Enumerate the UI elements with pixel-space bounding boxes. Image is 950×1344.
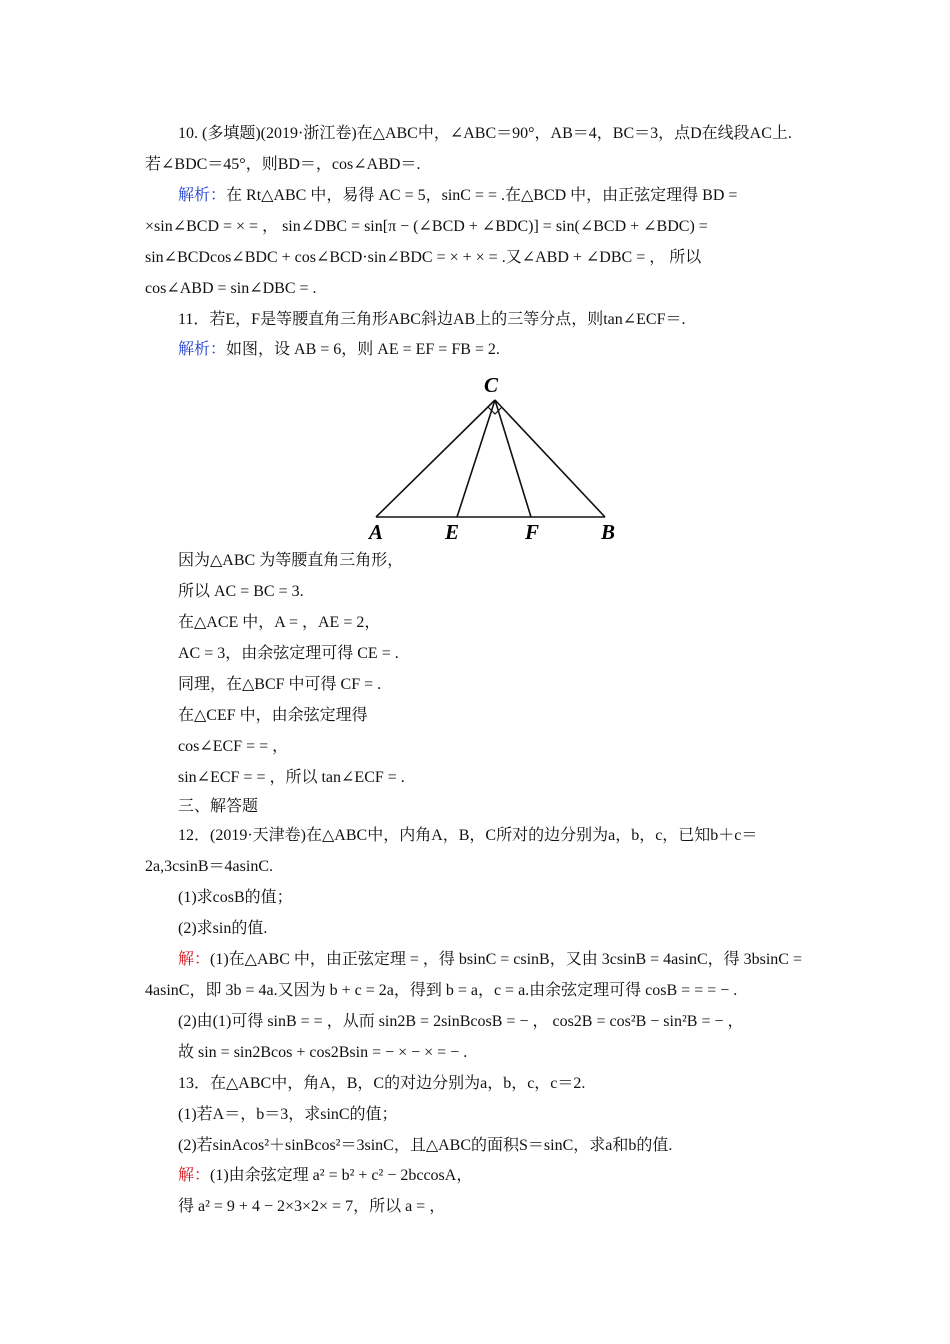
q10-solution-line-4: cos∠ABD = sin∠DBC = . bbox=[145, 280, 317, 297]
q11-solution-line-3: 所以 AC = BC = 3. bbox=[178, 583, 304, 600]
label-a: A bbox=[369, 520, 384, 544]
q11-solution-line-7: 在△CEF 中，由余弦定理得 bbox=[178, 707, 368, 724]
q12-line-2: 2a,3csinB＝4asinC. bbox=[145, 858, 273, 875]
q12-solution-line-2: 4asinC，即 3b = 4a.又因为 b + c = 2a，得到 b = a，c = a.由余弦定理可得 cosB = = = − . bbox=[145, 982, 738, 999]
q12-part-2: (2)求sin的值. bbox=[178, 920, 268, 937]
label-f: F bbox=[525, 520, 540, 544]
q13-part-2: (2)若sinAcos²＋sinBcos²＝3sinC，且△ABC的面积S＝sinC，求a和b的值. bbox=[178, 1137, 673, 1154]
segment-cf bbox=[495, 400, 531, 517]
q13-part-1: (1)若A＝，b＝3，求sinC的值； bbox=[178, 1106, 398, 1123]
q11-line-1: 11．若E，F是等腰直角三角形ABC斜边AB上的三等分点，则tan∠ECF＝. bbox=[178, 311, 686, 328]
q11-solution-line-2: 因为△ABC 为等腰直角三角形， bbox=[178, 552, 404, 569]
q10-solution-line-3: sin∠BCDcos∠BDC + cos∠BCD·sin∠BDC = × + × = .又∠ABD + ∠DBC = ， 所以 bbox=[145, 249, 702, 266]
q13-line-1: 13．在△ABC中，角A，B，C的对边分别为a，b，c，c＝2. bbox=[178, 1075, 586, 1092]
q11-solution-line-6: 同理，在△BCF 中可得 CF = . bbox=[178, 676, 382, 693]
q12-solution-line-3: (2)由(1)可得 sinB = = ，从而 sin2B = 2sinBcosB = − ， cos2B = cos²B − sin²B = − ， bbox=[178, 1013, 744, 1030]
analysis-label: 解析： bbox=[178, 187, 227, 204]
q10-line-2: 若∠BDC＝45°，则BD＝，cos∠ABD＝. bbox=[145, 156, 421, 173]
q11-solution-line-8: cos∠ECF = = ， bbox=[178, 738, 289, 755]
q13-solution-line-1: 解：(1)由余弦定理 a² = b² + c² − 2bccosA， bbox=[178, 1167, 473, 1184]
q12-line-1: 12．(2019·天津卷)在△ABC中，内角A，B，C所对的边分别为a，b，c，已知b＋c＝ bbox=[178, 827, 758, 844]
side-ac bbox=[376, 400, 495, 517]
q13-solution-line-2: 得 a² = 9 + 4 − 2×3×2× = 7，所以 a = ， bbox=[178, 1198, 446, 1215]
q10-solution-line-2: ×sin∠BCD = × = ， sin∠DBC = sin[π − (∠BCD + ∠BDC)] = sin(∠BCD + ∠BDC) = bbox=[145, 218, 708, 235]
q12-solution-line-4: 故 sin = sin2Bcos + cos2Bsin = − × − × = − . bbox=[178, 1044, 468, 1061]
q10-line-1: 10. (多填题)(2019·浙江卷)在△ABC中，∠ABC＝90°，AB＝4，BC＝3，点D在线段AC上. bbox=[178, 125, 792, 142]
q12-solution-line-1: 解：(1)在△ABC 中，由正弦定理 = ，得 bsinC = csinB，又由 3csinB = 4asinC，得 3bsinC = bbox=[178, 951, 802, 968]
segment-ce bbox=[457, 400, 495, 517]
q11-solution-line-1: 解析：如图，设 AB = 6，则 AE = EF = FB = 2. bbox=[178, 341, 500, 358]
section-heading: 三、解答题 bbox=[178, 798, 259, 815]
solution-label: 解： bbox=[178, 1167, 211, 1184]
triangle-figure bbox=[360, 372, 630, 547]
analysis-label: 解析： bbox=[178, 341, 227, 358]
label-e: E bbox=[445, 520, 460, 544]
side-bc bbox=[495, 400, 605, 517]
q12-part-1: (1)求cosB的值； bbox=[178, 889, 293, 906]
label-c: C bbox=[484, 373, 499, 397]
q11-solution-line-4: 在△ACE 中，A = ，AE = 2， bbox=[178, 614, 381, 631]
solution-label: 解： bbox=[178, 951, 211, 968]
q10-solution-line-1: 解析：在 Rt△ABC 中，易得 AC = 5，sinC = = .在△BCD 中，由正弦定理得 BD = bbox=[178, 187, 738, 204]
label-b: B bbox=[601, 520, 616, 544]
q11-solution-line-5: AC = 3，由余弦定理可得 CE = . bbox=[178, 645, 399, 662]
q11-solution-line-9: sin∠ECF = = ，所以 tan∠ECF = . bbox=[178, 769, 405, 786]
